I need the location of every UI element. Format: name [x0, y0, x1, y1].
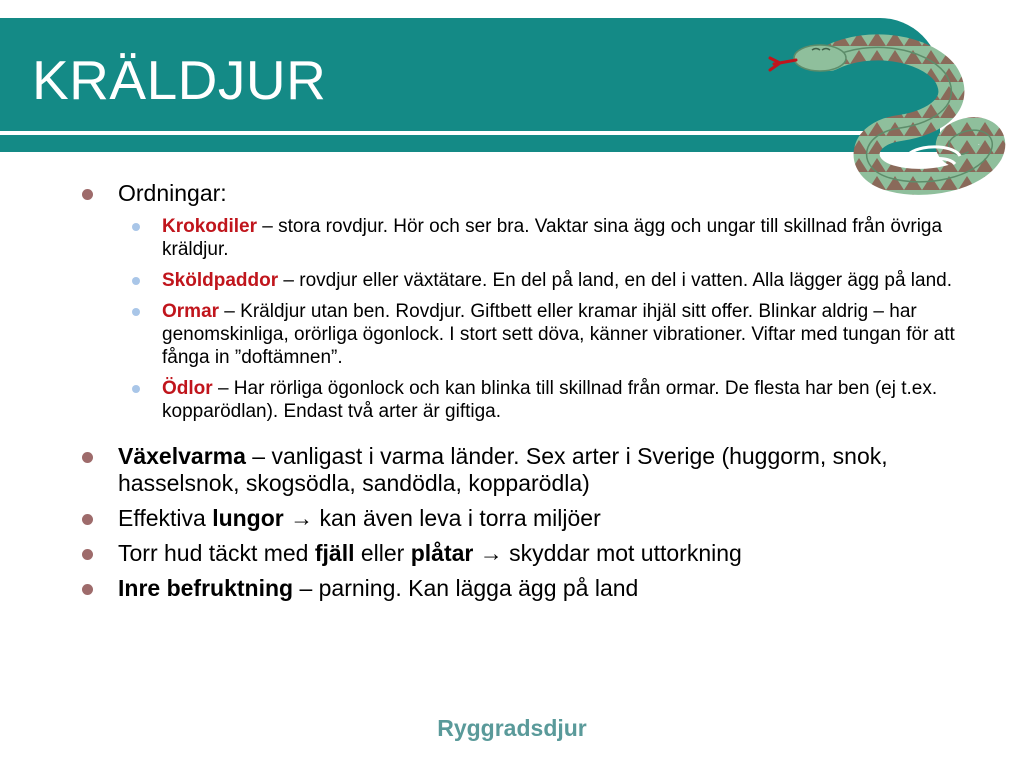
list-item-odlor: Ödlor – Har rörliga ögonlock och kan blinka till skillnad från ormar. De flesta har ben (ej t.ex. kopparödlan). Endast två arter är giftiga. [80, 377, 962, 423]
list-item-ordningar: Ordningar: [80, 180, 960, 207]
list-item-vaxelvarma: Växelvarma – vanligast i varma länder. Sex arter i Sverige (huggorm, snok, hasselsnok, skogsödla, sandödla, kopparödla) [80, 443, 960, 497]
term-krokodiler: Krokodiler [162, 216, 258, 237]
list-item-skoldpaddor: Sköldpaddor – rovdjur eller växtätare. En del på land, en del i vatten. Alla lägger ägg på land. [80, 269, 962, 292]
list-item-lungor: Effektiva lungor → kan även leva i torra miljöer [80, 505, 960, 532]
term-odlor: Ödlor [162, 378, 213, 399]
slide-footer: Ryggradsdjur [437, 715, 587, 741]
term-ormar: Ormar [162, 301, 220, 322]
slide-title: KRÄLDJUR [32, 49, 327, 111]
term-lungor: lungor [212, 505, 284, 531]
list-item-krokodiler: Krokodiler – stora rovdjur. Hör och ser bra. Vaktar sina ägg och ungar till skillnad från övriga kräldjur. [80, 215, 962, 261]
bullet-list [80, 180, 960, 610]
list-item-ormar: Ormar – Kräldjur utan ben. Rovdjur. Giftbett eller kramar ihjäl sitt offer. Blinkar aldrig – har genomskinliga, orörliga ögonlock. I stort sett döva, känner vibrationer. Viftar med tungan för att fånga in ”doftämnen”. [80, 300, 962, 369]
list-item-befruktning: Inre befruktning – parning. Kan lägga ägg på land [80, 575, 960, 602]
term-skoldpaddor: Sköldpaddor [162, 270, 279, 291]
term-platar: plåtar [410, 540, 474, 566]
term-befruktning: Inre befruktning [118, 575, 294, 601]
term-vaxelvarma: Växelvarma [118, 443, 246, 469]
term-fjall: fjäll [314, 540, 355, 566]
list-item-hud: Torr hud täckt med fjäll eller plåtar → skyddar mot uttorkning [80, 540, 960, 567]
snake-icon [760, 28, 1010, 198]
